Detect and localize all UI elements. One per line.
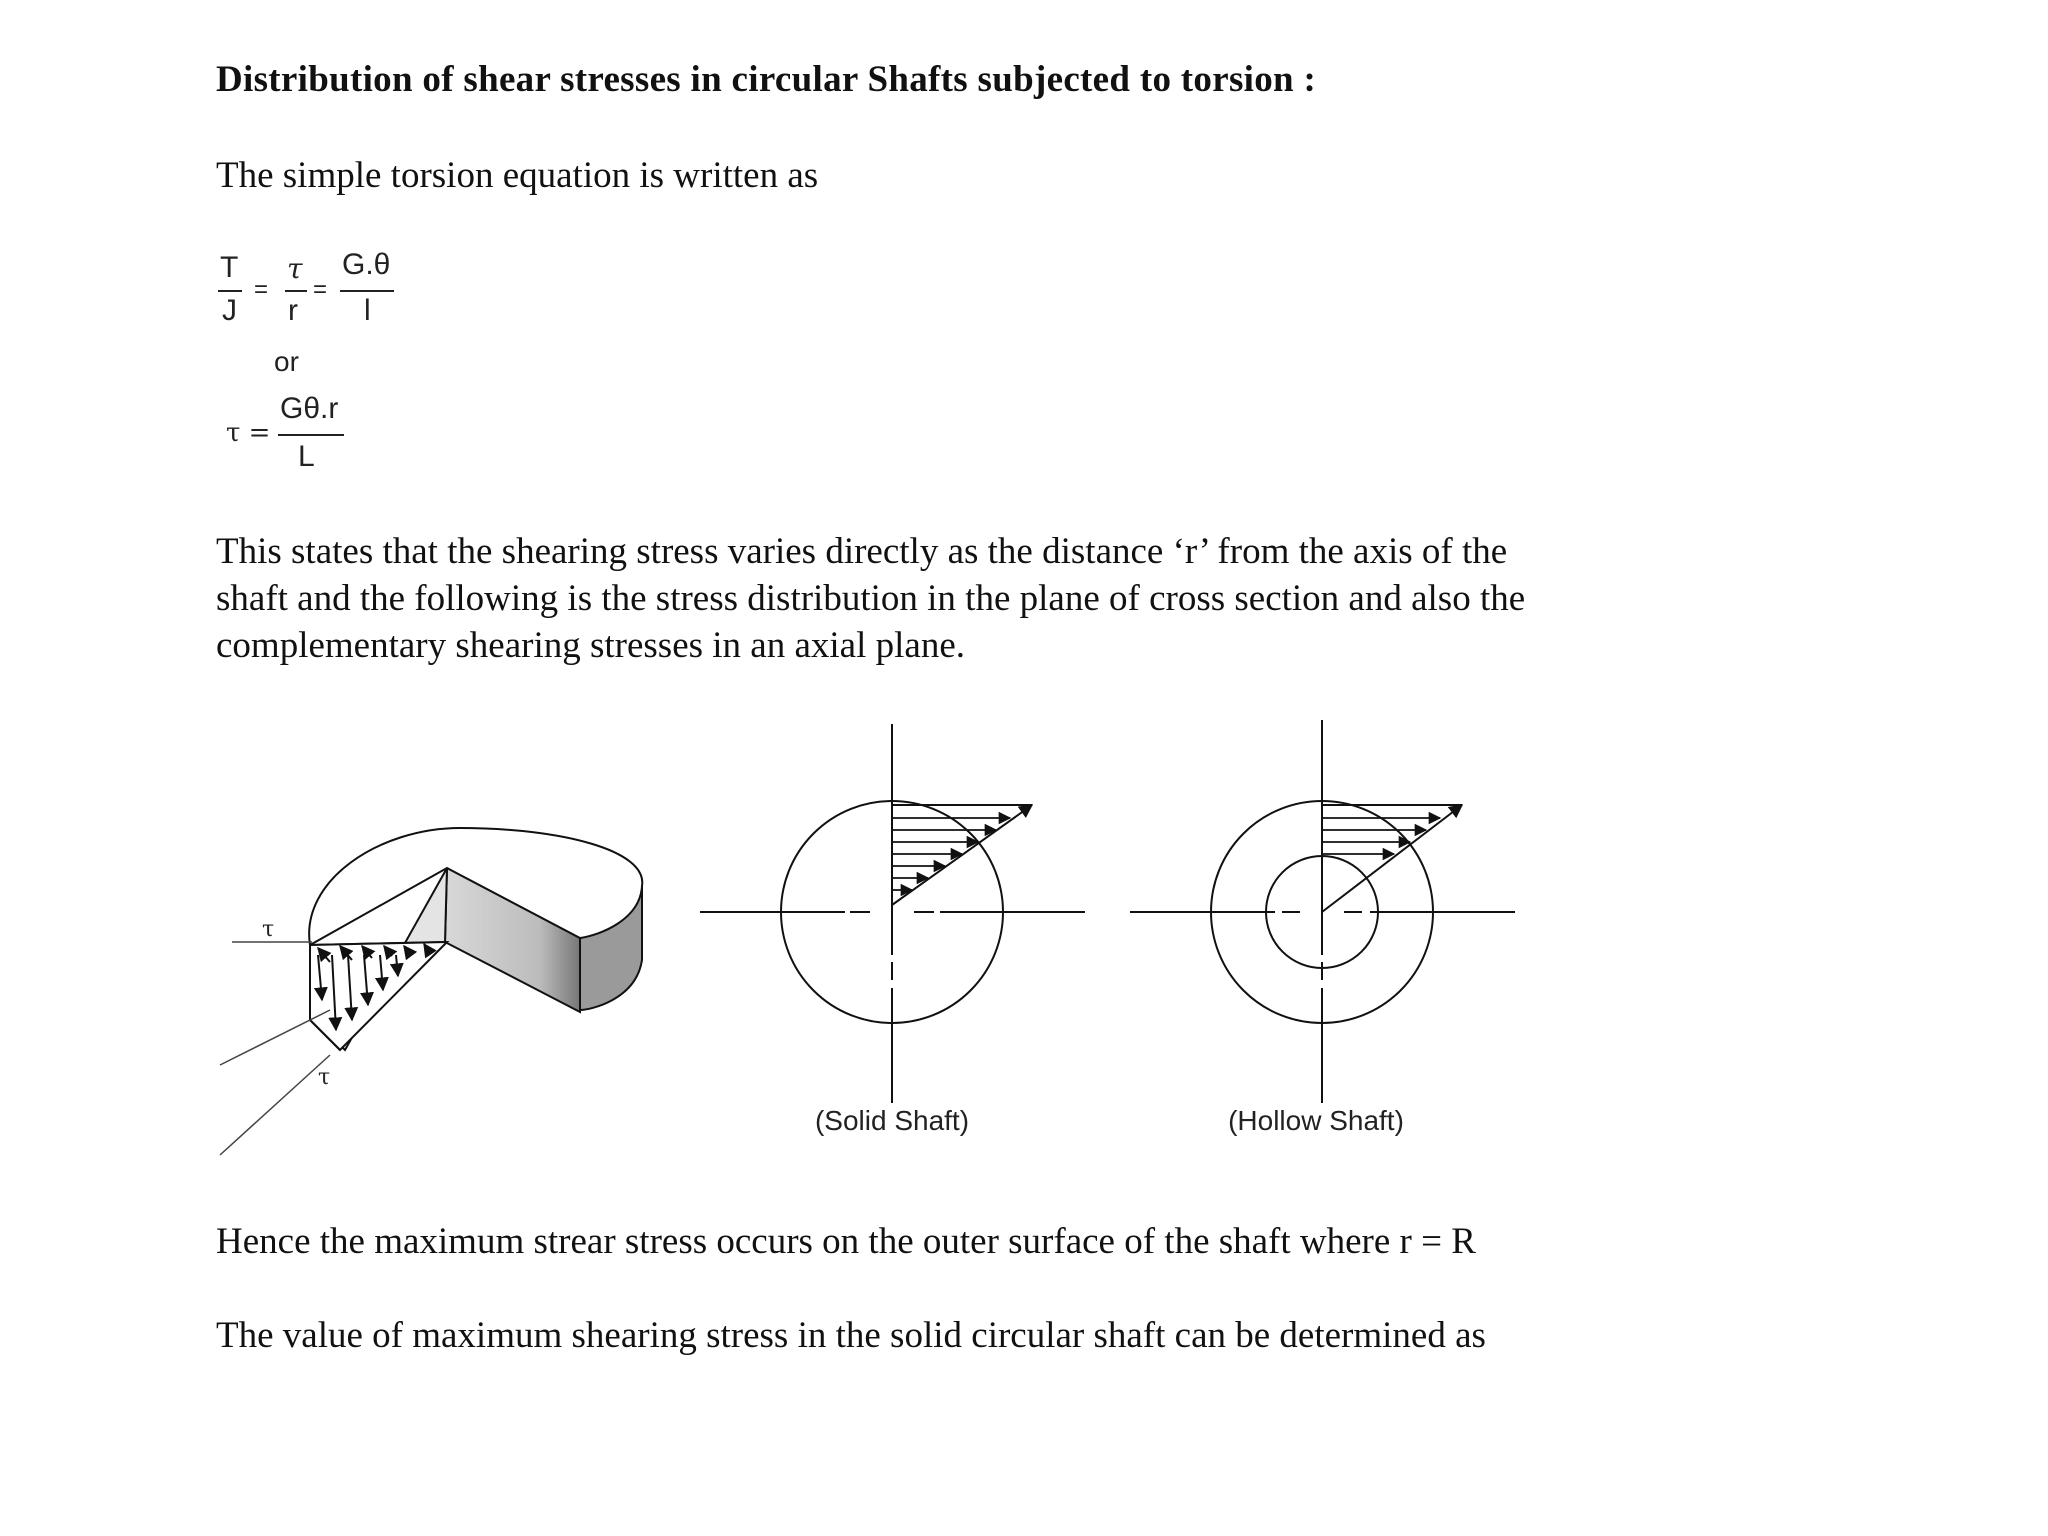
or-text: or [274,346,299,377]
intro-text: The simple torsion equation is written as [216,155,819,196]
eq-g-theta-numerator: G.θ [342,248,391,281]
tau-label: τ [318,1065,331,1090]
eq-r-denominator: r [288,294,298,327]
final-text: The value of maximum shearing stress in the solid circular shaft can be determined as [216,1315,1486,1356]
solid-shaft-diagram [700,724,1085,1103]
hollow-shaft-diagram [1130,720,1515,1103]
solid-shaft-caption: (Solid Shaft) [814,1105,970,1136]
eq2-numerator: Gθ.r [280,392,339,425]
eq-j-denominator: J [222,294,237,327]
eq2-lhs: τ = [226,418,271,448]
conclusion-text: Hence the maximum strear stress occurs on the outer surface of the shaft where r = R [216,1221,1476,1262]
section-heading: Distribution of shear stresses in circular Shafts subjected to torsion : [216,59,1317,100]
eq-equals-sign: = [313,276,328,303]
paragraph-line: This states that the shearing stress varies directly as the distance ‘r’ from the axis of the [216,531,1508,572]
eq-tau-numerator: τ [287,252,303,285]
eq-l-denominator: l [364,294,371,327]
paragraph-line: complementary shearing stresses in an axial plane. [216,625,965,666]
hollow-shaft-caption: (Hollow Shaft) [1228,1105,1404,1136]
paragraph-line: shaft and the following is the stress distribution in the plane of cross section and also the [216,578,1526,619]
eq-equals-sign: = [254,276,269,303]
tau-label: τ [262,917,275,942]
eq-t-numerator: T [220,251,239,284]
eq2-denominator: L [298,440,315,473]
shaft-3d-section [309,828,642,1050]
